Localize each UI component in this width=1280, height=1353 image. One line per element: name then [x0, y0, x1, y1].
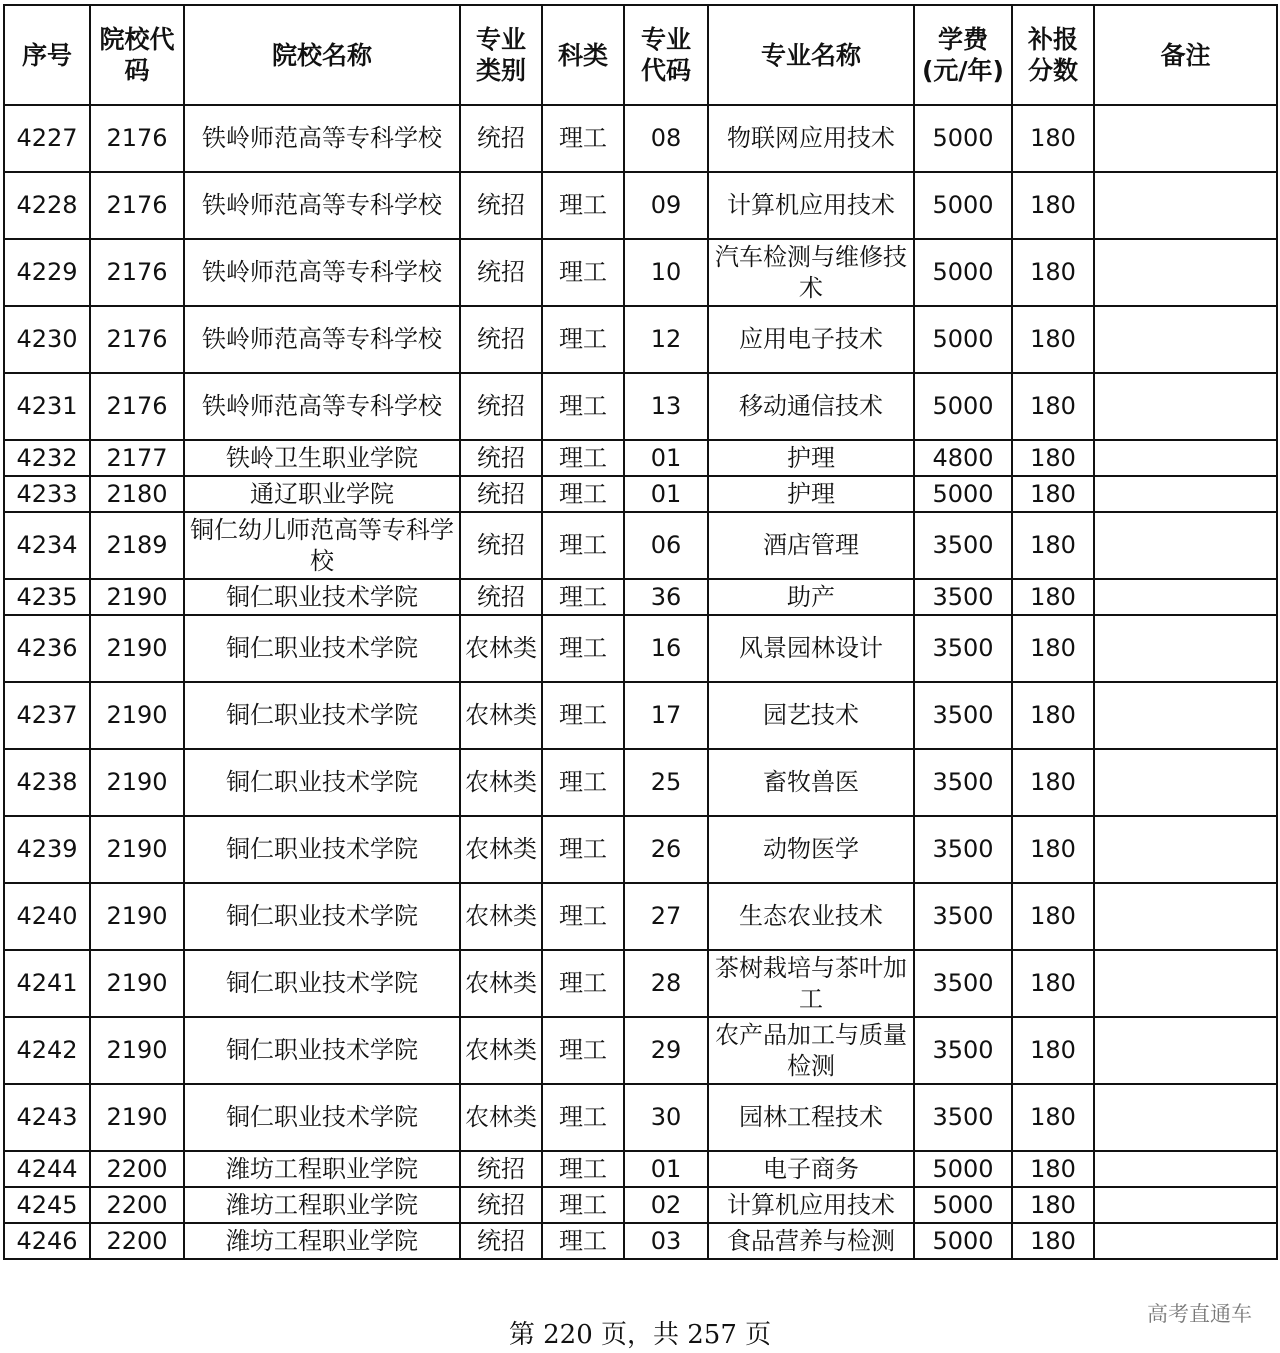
cell-col-major-name: 生态农业技术: [708, 883, 914, 950]
cell-col-school-code: 2190: [90, 579, 184, 615]
cell-col-remark: [1094, 373, 1277, 440]
table-row: [4, 373, 1277, 440]
cell-col-school-name: 铁岭师范高等专科学校: [184, 172, 460, 239]
table-row: [4, 883, 1277, 950]
cell-col-remark: [1094, 512, 1277, 579]
cell-col-major-code: 10: [624, 239, 708, 306]
cell-col-score: 180: [1012, 1017, 1094, 1084]
cell-col-school-code: 2176: [90, 239, 184, 306]
table-row: [4, 512, 1277, 579]
cell-col-school-name: 铜仁职业技术学院: [184, 579, 460, 615]
cell-col-remark: [1094, 105, 1277, 172]
cell-col-school-name: 铁岭卫生职业学院: [184, 440, 460, 476]
cell-col-tuition: 5000: [914, 1151, 1012, 1187]
table-row: [4, 306, 1277, 373]
cell-col-subject: 理工: [542, 579, 624, 615]
cell-col-subject: 理工: [542, 306, 624, 373]
table-row: [4, 950, 1277, 1017]
cell-col-tuition: 5000: [914, 239, 1012, 306]
cell-col-tuition: 3500: [914, 1084, 1012, 1151]
cell-col-major-code: 25: [624, 749, 708, 816]
cell-col-category: 农林类: [460, 749, 542, 816]
cell-col-tuition: 3500: [914, 682, 1012, 749]
cell-col-seq: 4238: [4, 749, 90, 816]
cell-col-school-code: 2177: [90, 440, 184, 476]
cell-col-school-name: 铁岭师范高等专科学校: [184, 373, 460, 440]
cell-col-remark: [1094, 306, 1277, 373]
cell-col-score: 180: [1012, 1151, 1094, 1187]
cell-col-subject: 理工: [542, 239, 624, 306]
cell-col-remark: [1094, 615, 1277, 682]
cell-col-score: 180: [1012, 239, 1094, 306]
cell-col-score: 180: [1012, 1187, 1094, 1223]
admissions-table: [3, 4, 1278, 1260]
cell-col-category: 统招: [460, 172, 542, 239]
cell-col-major-code: 36: [624, 579, 708, 615]
table-body: [4, 105, 1277, 1259]
cell-col-remark: [1094, 883, 1277, 950]
cell-col-score: 180: [1012, 476, 1094, 512]
cell-col-school-name: 铁岭师范高等专科学校: [184, 306, 460, 373]
cell-col-score: 180: [1012, 682, 1094, 749]
cell-col-subject: 理工: [542, 749, 624, 816]
cell-col-school-code: 2190: [90, 749, 184, 816]
cell-col-seq: 4241: [4, 950, 90, 1017]
table-row: [4, 440, 1277, 476]
cell-col-major-name: 农产品加工与质量检测: [708, 1017, 914, 1084]
cell-col-tuition: 5000: [914, 476, 1012, 512]
cell-col-remark: [1094, 1151, 1277, 1187]
cell-col-major-name: 畜牧兽医: [708, 749, 914, 816]
cell-col-seq: 4239: [4, 816, 90, 883]
cell-col-school-name: 铁岭师范高等专科学校: [184, 239, 460, 306]
cell-col-category: 农林类: [460, 1017, 542, 1084]
cell-col-tuition: 5000: [914, 172, 1012, 239]
cell-col-seq: 4243: [4, 1084, 90, 1151]
cell-col-category: 统招: [460, 512, 542, 579]
cell-col-tuition: 3500: [914, 749, 1012, 816]
table-row: [4, 816, 1277, 883]
cell-col-major-name: 食品营养与检测: [708, 1223, 914, 1259]
cell-col-school-code: 2190: [90, 1017, 184, 1084]
cell-col-major-code: 17: [624, 682, 708, 749]
cell-col-school-name: 铜仁职业技术学院: [184, 749, 460, 816]
cell-col-category: 农林类: [460, 950, 542, 1017]
cell-col-major-code: 30: [624, 1084, 708, 1151]
cell-col-major-code: 01: [624, 476, 708, 512]
cell-col-major-code: 16: [624, 615, 708, 682]
table-row: [4, 682, 1277, 749]
cell-col-school-name: 通辽职业学院: [184, 476, 460, 512]
cell-col-category: 农林类: [460, 1084, 542, 1151]
cell-col-major-code: 01: [624, 440, 708, 476]
cell-col-major-name: 汽车检测与维修技术: [708, 239, 914, 306]
cell-col-major-name: 计算机应用技术: [708, 172, 914, 239]
cell-col-seq: 4237: [4, 682, 90, 749]
cell-col-category: 统招: [460, 1187, 542, 1223]
cell-col-remark: [1094, 476, 1277, 512]
cell-col-seq: 4245: [4, 1187, 90, 1223]
cell-col-school-code: 2176: [90, 306, 184, 373]
cell-col-school-code: 2190: [90, 950, 184, 1017]
cell-col-score: 180: [1012, 373, 1094, 440]
cell-col-school-code: 2176: [90, 373, 184, 440]
cell-col-remark: [1094, 579, 1277, 615]
table-row: [4, 1223, 1277, 1259]
cell-col-school-name: 铁岭师范高等专科学校: [184, 105, 460, 172]
table-row: [4, 749, 1277, 816]
cell-col-score: 180: [1012, 440, 1094, 476]
header-col-remark: 备注: [1094, 5, 1277, 105]
cell-col-score: 180: [1012, 816, 1094, 883]
cell-col-score: 180: [1012, 883, 1094, 950]
cell-col-major-name: 应用电子技术: [708, 306, 914, 373]
watermark: 高考直通车: [1147, 1302, 1252, 1326]
cell-col-remark: [1094, 1223, 1277, 1259]
table-row: [4, 239, 1277, 306]
cell-col-seq: 4233: [4, 476, 90, 512]
cell-col-school-name: 潍坊工程职业学院: [184, 1223, 460, 1259]
cell-col-school-code: 2200: [90, 1223, 184, 1259]
cell-col-remark: [1094, 1084, 1277, 1151]
cell-col-major-name: 动物医学: [708, 816, 914, 883]
cell-col-score: 180: [1012, 615, 1094, 682]
cell-col-score: 180: [1012, 950, 1094, 1017]
cell-col-school-code: 2190: [90, 615, 184, 682]
cell-col-tuition: 5000: [914, 1187, 1012, 1223]
cell-col-school-code: 2190: [90, 883, 184, 950]
cell-col-category: 农林类: [460, 816, 542, 883]
cell-col-major-name: 计算机应用技术: [708, 1187, 914, 1223]
cell-col-tuition: 4800: [914, 440, 1012, 476]
cell-col-category: 统招: [460, 239, 542, 306]
cell-col-tuition: 5000: [914, 105, 1012, 172]
cell-col-subject: 理工: [542, 105, 624, 172]
cell-col-category: 农林类: [460, 883, 542, 950]
header-col-score: 补报分数: [1012, 5, 1094, 105]
cell-col-school-name: 铜仁职业技术学院: [184, 1017, 460, 1084]
cell-col-score: 180: [1012, 512, 1094, 579]
cell-col-major-name: 风景园林设计: [708, 615, 914, 682]
cell-col-major-name: 园艺技术: [708, 682, 914, 749]
cell-col-seq: 4231: [4, 373, 90, 440]
cell-col-school-code: 2190: [90, 682, 184, 749]
cell-col-score: 180: [1012, 172, 1094, 239]
table-header-row: [4, 5, 1277, 105]
cell-col-subject: 理工: [542, 440, 624, 476]
table-row: [4, 105, 1277, 172]
cell-col-major-name: 电子商务: [708, 1151, 914, 1187]
cell-col-school-code: 2200: [90, 1187, 184, 1223]
cell-col-seq: 4227: [4, 105, 90, 172]
cell-col-major-name: 物联网应用技术: [708, 105, 914, 172]
header-col-major-name: 专业名称: [708, 5, 914, 105]
cell-col-school-code: 2189: [90, 512, 184, 579]
table-row: [4, 1187, 1277, 1223]
cell-col-major-code: 12: [624, 306, 708, 373]
table-row: [4, 615, 1277, 682]
cell-col-subject: 理工: [542, 615, 624, 682]
cell-col-seq: 4229: [4, 239, 90, 306]
table-row: [4, 579, 1277, 615]
cell-col-subject: 理工: [542, 1151, 624, 1187]
cell-col-seq: 4246: [4, 1223, 90, 1259]
cell-col-seq: 4240: [4, 883, 90, 950]
cell-col-school-name: 铜仁职业技术学院: [184, 950, 460, 1017]
cell-col-subject: 理工: [542, 1017, 624, 1084]
cell-col-major-code: 29: [624, 1017, 708, 1084]
cell-col-tuition: 5000: [914, 306, 1012, 373]
cell-col-school-code: 2190: [90, 816, 184, 883]
cell-col-subject: 理工: [542, 682, 624, 749]
page-footer: 第 220 页，共 257 页: [508, 1320, 772, 1350]
cell-col-major-name: 园林工程技术: [708, 1084, 914, 1151]
cell-col-school-code: 2190: [90, 1084, 184, 1151]
cell-col-score: 180: [1012, 1084, 1094, 1151]
cell-col-category: 农林类: [460, 682, 542, 749]
header-col-category: 专业类别: [460, 5, 542, 105]
cell-col-tuition: 3500: [914, 816, 1012, 883]
cell-col-major-code: 08: [624, 105, 708, 172]
cell-col-remark: [1094, 1017, 1277, 1084]
cell-col-remark: [1094, 749, 1277, 816]
cell-col-subject: 理工: [542, 1084, 624, 1151]
cell-col-subject: 理工: [542, 1223, 624, 1259]
cell-col-major-name: 酒店管理: [708, 512, 914, 579]
cell-col-school-code: 2180: [90, 476, 184, 512]
cell-col-major-code: 02: [624, 1187, 708, 1223]
header-col-seq: 序号: [4, 5, 90, 105]
cell-col-school-name: 铜仁职业技术学院: [184, 816, 460, 883]
table-row: [4, 476, 1277, 512]
cell-col-major-code: 01: [624, 1151, 708, 1187]
table-row: [4, 1151, 1277, 1187]
cell-col-remark: [1094, 682, 1277, 749]
cell-col-school-name: 潍坊工程职业学院: [184, 1151, 460, 1187]
cell-col-subject: 理工: [542, 1187, 624, 1223]
cell-col-score: 180: [1012, 306, 1094, 373]
cell-col-score: 180: [1012, 1223, 1094, 1259]
table-row: [4, 1084, 1277, 1151]
cell-col-major-code: 06: [624, 512, 708, 579]
cell-col-seq: 4232: [4, 440, 90, 476]
cell-col-seq: 4244: [4, 1151, 90, 1187]
cell-col-school-name: 潍坊工程职业学院: [184, 1187, 460, 1223]
cell-col-score: 180: [1012, 749, 1094, 816]
cell-col-subject: 理工: [542, 512, 624, 579]
cell-col-school-name: 铜仁职业技术学院: [184, 883, 460, 950]
header-col-school-name: 院校名称: [184, 5, 460, 105]
cell-col-seq: 4228: [4, 172, 90, 239]
cell-col-major-code: 13: [624, 373, 708, 440]
table-row: [4, 1017, 1277, 1084]
header-col-major-code: 专业代码: [624, 5, 708, 105]
table-row: [4, 172, 1277, 239]
cell-col-tuition: 3500: [914, 615, 1012, 682]
cell-col-school-code: 2200: [90, 1151, 184, 1187]
cell-col-category: 统招: [460, 440, 542, 476]
cell-col-subject: 理工: [542, 172, 624, 239]
cell-col-major-code: 28: [624, 950, 708, 1017]
cell-col-subject: 理工: [542, 950, 624, 1017]
cell-col-major-code: 27: [624, 883, 708, 950]
cell-col-school-name: 铜仁职业技术学院: [184, 682, 460, 749]
cell-col-seq: 4234: [4, 512, 90, 579]
header-col-school-code: 院校代码: [90, 5, 184, 105]
cell-col-remark: [1094, 816, 1277, 883]
cell-col-tuition: 3500: [914, 1017, 1012, 1084]
cell-col-major-code: 03: [624, 1223, 708, 1259]
header-col-tuition: 学费(元/年): [914, 5, 1012, 105]
cell-col-tuition: 3500: [914, 883, 1012, 950]
cell-col-school-name: 铜仁幼儿师范高等专科学校: [184, 512, 460, 579]
cell-col-major-name: 护理: [708, 440, 914, 476]
cell-col-remark: [1094, 239, 1277, 306]
cell-col-major-name: 护理: [708, 476, 914, 512]
cell-col-remark: [1094, 172, 1277, 239]
cell-col-major-code: 26: [624, 816, 708, 883]
cell-col-subject: 理工: [542, 476, 624, 512]
cell-col-remark: [1094, 950, 1277, 1017]
cell-col-school-name: 铜仁职业技术学院: [184, 1084, 460, 1151]
header-col-subject: 科类: [542, 5, 624, 105]
cell-col-score: 180: [1012, 105, 1094, 172]
cell-col-seq: 4236: [4, 615, 90, 682]
cell-col-major-name: 助产: [708, 579, 914, 615]
cell-col-category: 统招: [460, 105, 542, 172]
cell-col-category: 统招: [460, 1151, 542, 1187]
cell-col-school-code: 2176: [90, 105, 184, 172]
cell-col-tuition: 3500: [914, 512, 1012, 579]
cell-col-tuition: 3500: [914, 950, 1012, 1017]
cell-col-tuition: 5000: [914, 1223, 1012, 1259]
cell-col-seq: 4230: [4, 306, 90, 373]
cell-col-school-name: 铜仁职业技术学院: [184, 615, 460, 682]
cell-col-seq: 4242: [4, 1017, 90, 1084]
cell-col-major-code: 09: [624, 172, 708, 239]
cell-col-subject: 理工: [542, 373, 624, 440]
cell-col-category: 统招: [460, 373, 542, 440]
cell-col-category: 统招: [460, 306, 542, 373]
cell-col-subject: 理工: [542, 816, 624, 883]
cell-col-category: 统招: [460, 476, 542, 512]
cell-col-category: 农林类: [460, 615, 542, 682]
cell-col-category: 统招: [460, 1223, 542, 1259]
cell-col-seq: 4235: [4, 579, 90, 615]
cell-col-major-name: 茶树栽培与茶叶加工: [708, 950, 914, 1017]
cell-col-subject: 理工: [542, 883, 624, 950]
cell-col-tuition: 3500: [914, 579, 1012, 615]
cell-col-major-name: 移动通信技术: [708, 373, 914, 440]
cell-col-remark: [1094, 440, 1277, 476]
cell-col-category: 统招: [460, 579, 542, 615]
cell-col-score: 180: [1012, 579, 1094, 615]
cell-col-remark: [1094, 1187, 1277, 1223]
cell-col-tuition: 5000: [914, 373, 1012, 440]
cell-col-school-code: 2176: [90, 172, 184, 239]
